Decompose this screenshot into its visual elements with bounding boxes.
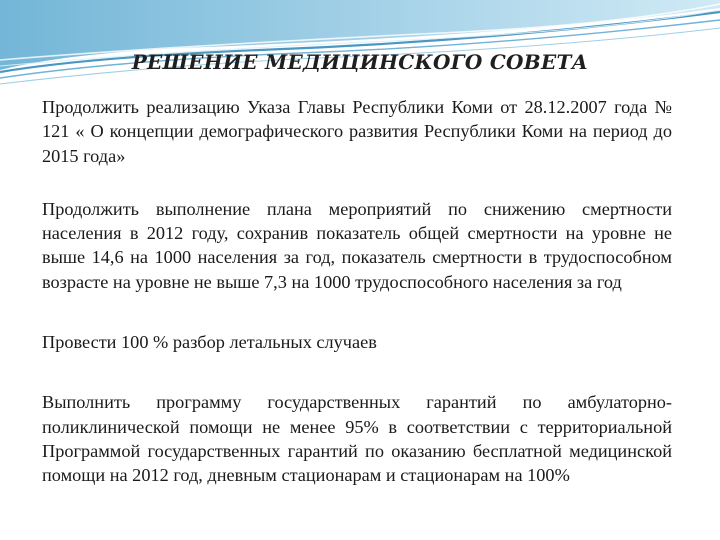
decision-paragraph-1: Продолжить реализацию Указа Главы Республики Коми от 28.12.2007 года № 121 « О концепции демографического развития Республики Коми на период до 2015 года» — [42, 97, 672, 166]
decision-paragraph-3: Провести 100 % разбор летальных случаев — [42, 332, 377, 353]
decision-list — [42, 95, 672, 488]
decision-paragraph-4: Выполнить программу государственных гарантий по амбулаторно-поликлинической помощи не менее 95% в соответствии с территориальной Программой государственных гарантий по оказанию бесплатной медицинской помощи на 2012 год, дневным стационарам и стационарам на 100% — [42, 392, 672, 486]
header-wave-decoration — [0, 0, 720, 90]
decision-paragraph-2: Продолжить выполнение плана мероприятий по снижению смертности населения в 2012 году, сохранив показатель общей смертности на уровне не выше 14,6 на 1000 населения за год, показатель смертности в трудоспособном возрасте на уровне не выше 7,3 на 1000 трудоспособного населения за год — [42, 198, 672, 292]
slide-title: РЕШЕНИЕ МЕДИЦИНСКОГО СОВЕТА — [131, 50, 589, 74]
